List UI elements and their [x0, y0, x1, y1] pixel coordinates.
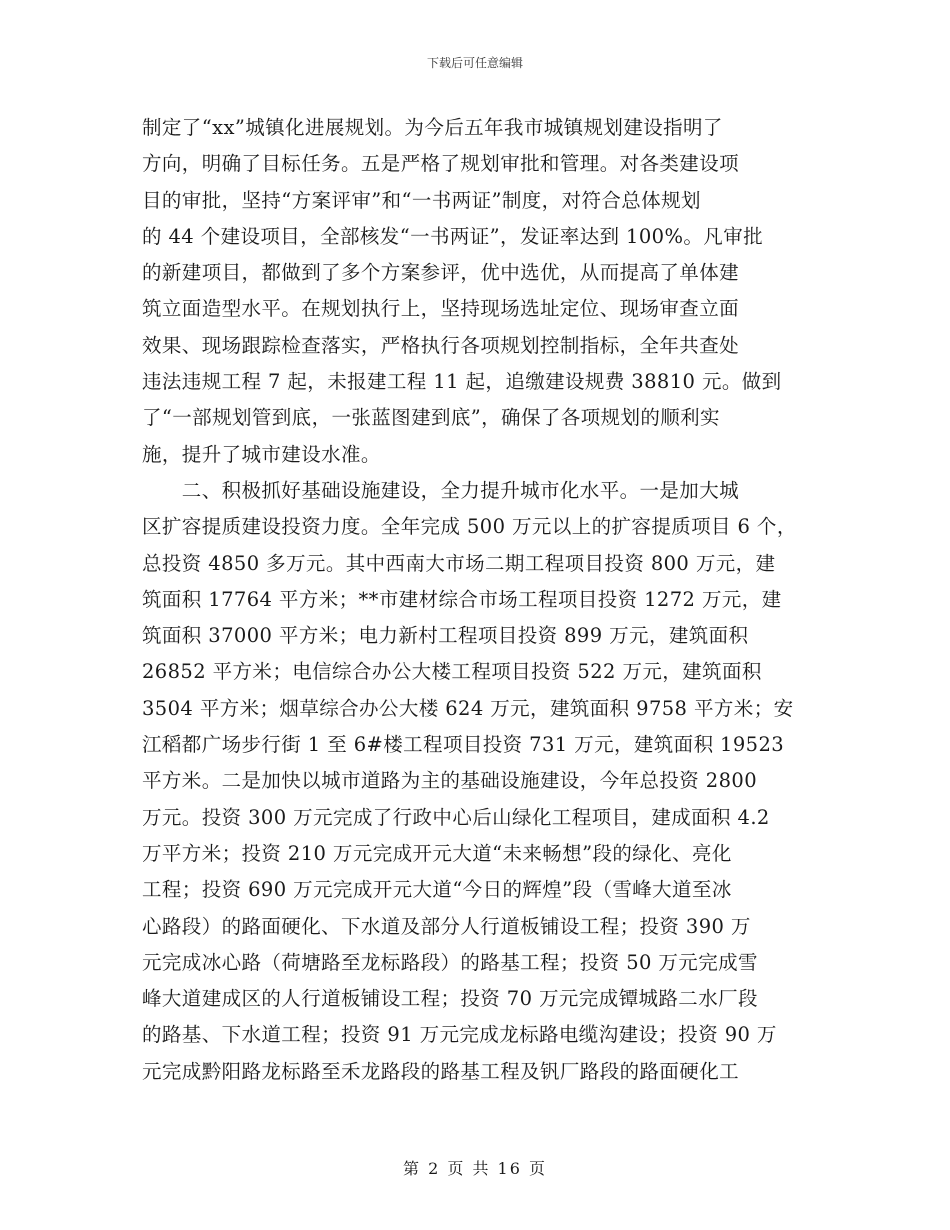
- text-line: 目的审批，坚持“方案评审”和“一书两证”制度，对符合总体规划: [142, 188, 701, 212]
- page-header: 下载后可任意编辑: [426, 56, 523, 70]
- text-line: 工程；投资 690 万元完成开元大道“今日的辉煌”段（雪峰大道至冰: [142, 878, 732, 902]
- text-line: 平方米。二是加快以城市道路为主的基础设施建设，今年总投资 2800: [142, 769, 758, 793]
- text-line: 的 44 个建设项目，全部核发“一书两证”，发证率达到 100%。凡审批: [142, 224, 763, 248]
- text-line: 方向，明确了目标任务。五是严格了规划审批和管理。对各类建设项: [142, 152, 740, 176]
- text-line: 的新建项目，都做到了多个方案参评，优中选优，从而提高了单体建: [142, 261, 740, 285]
- text-line: 筑面积 17764 平方米；**市建材综合市场工程项目投资 1272 万元，建: [142, 587, 782, 611]
- text-line: 万元。投资 300 万元完成了行政中心后山绿化工程项目，建成面积 4.2: [142, 805, 770, 829]
- text-line: 江稻都广场步行街 1 至 6#楼工程项目投资 731 万元，建筑面积 19523: [142, 733, 785, 757]
- text-line: 心路段）的路面硬化、下水道及部分人行道板铺设工程；投资 390 万: [142, 914, 751, 938]
- text-line: 效果、现场跟踪检查落实，严格执行各项规划控制指标，全年共查处: [142, 333, 740, 357]
- text-line: 区扩容提质建设投资力度。全年完成 500 万元以上的扩容提质项目 6 个，: [142, 515, 797, 539]
- document-body: [142, 110, 822, 1090]
- text-line: 施，提升了城市建设水准。: [142, 442, 381, 466]
- paragraph-start-line: 二、积极抓好基础设施建设，全力提升城市化水平。一是加大城: [142, 478, 740, 502]
- text-line: 制定了“xx”城镇化进展规划。为今后五年我市城镇规划建设指明了: [142, 116, 723, 139]
- text-line: 违法违规工程 7 起，未报建工程 11 起，追缴建设规费 38810 元。做到: [142, 370, 782, 394]
- page-number-footer: 第 2 页 共 16 页: [403, 1159, 547, 1178]
- text-line: 总投资 4850 多万元。其中西南大市场二期工程项目投资 800 万元，建: [142, 551, 776, 575]
- text-line: 筑面积 37000 平方米；电力新村工程项目投资 899 万元，建筑面积: [142, 624, 749, 648]
- text-line: 26852 平方米；电信综合办公大楼工程项目投资 522 万元，建筑面积: [142, 660, 762, 684]
- text-line: 的路基、下水道工程；投资 91 万元完成龙标路电缆沟建设；投资 90 万: [142, 1023, 777, 1047]
- text-line: 筑立面造型水平。在规划执行上，坚持现场选址定位、现场审查立面: [142, 297, 740, 321]
- text-line: 元完成黔阳路龙标路至禾龙路段的路基工程及钒厂路段的路面硬化工: [142, 1059, 740, 1083]
- text-line: 峰大道建成区的人行道板铺设工程；投资 70 万元完成镡城路二水厂段: [142, 987, 758, 1011]
- text-line: 3504 平方米；烟草综合办公大楼 624 万元，建筑面积 9758 平方米；安: [142, 696, 794, 720]
- text-line: 元完成冰心路（荷塘路至龙标路段）的路基工程；投资 50 万元完成雪: [142, 950, 758, 974]
- text-line: 了“一部规划管到底，一张蓝图建到底”，确保了各项规划的顺利实: [142, 406, 720, 430]
- text-line: 万平方米；投资 210 万元完成开元大道“未来畅想”段的绿化、亮化: [142, 841, 732, 865]
